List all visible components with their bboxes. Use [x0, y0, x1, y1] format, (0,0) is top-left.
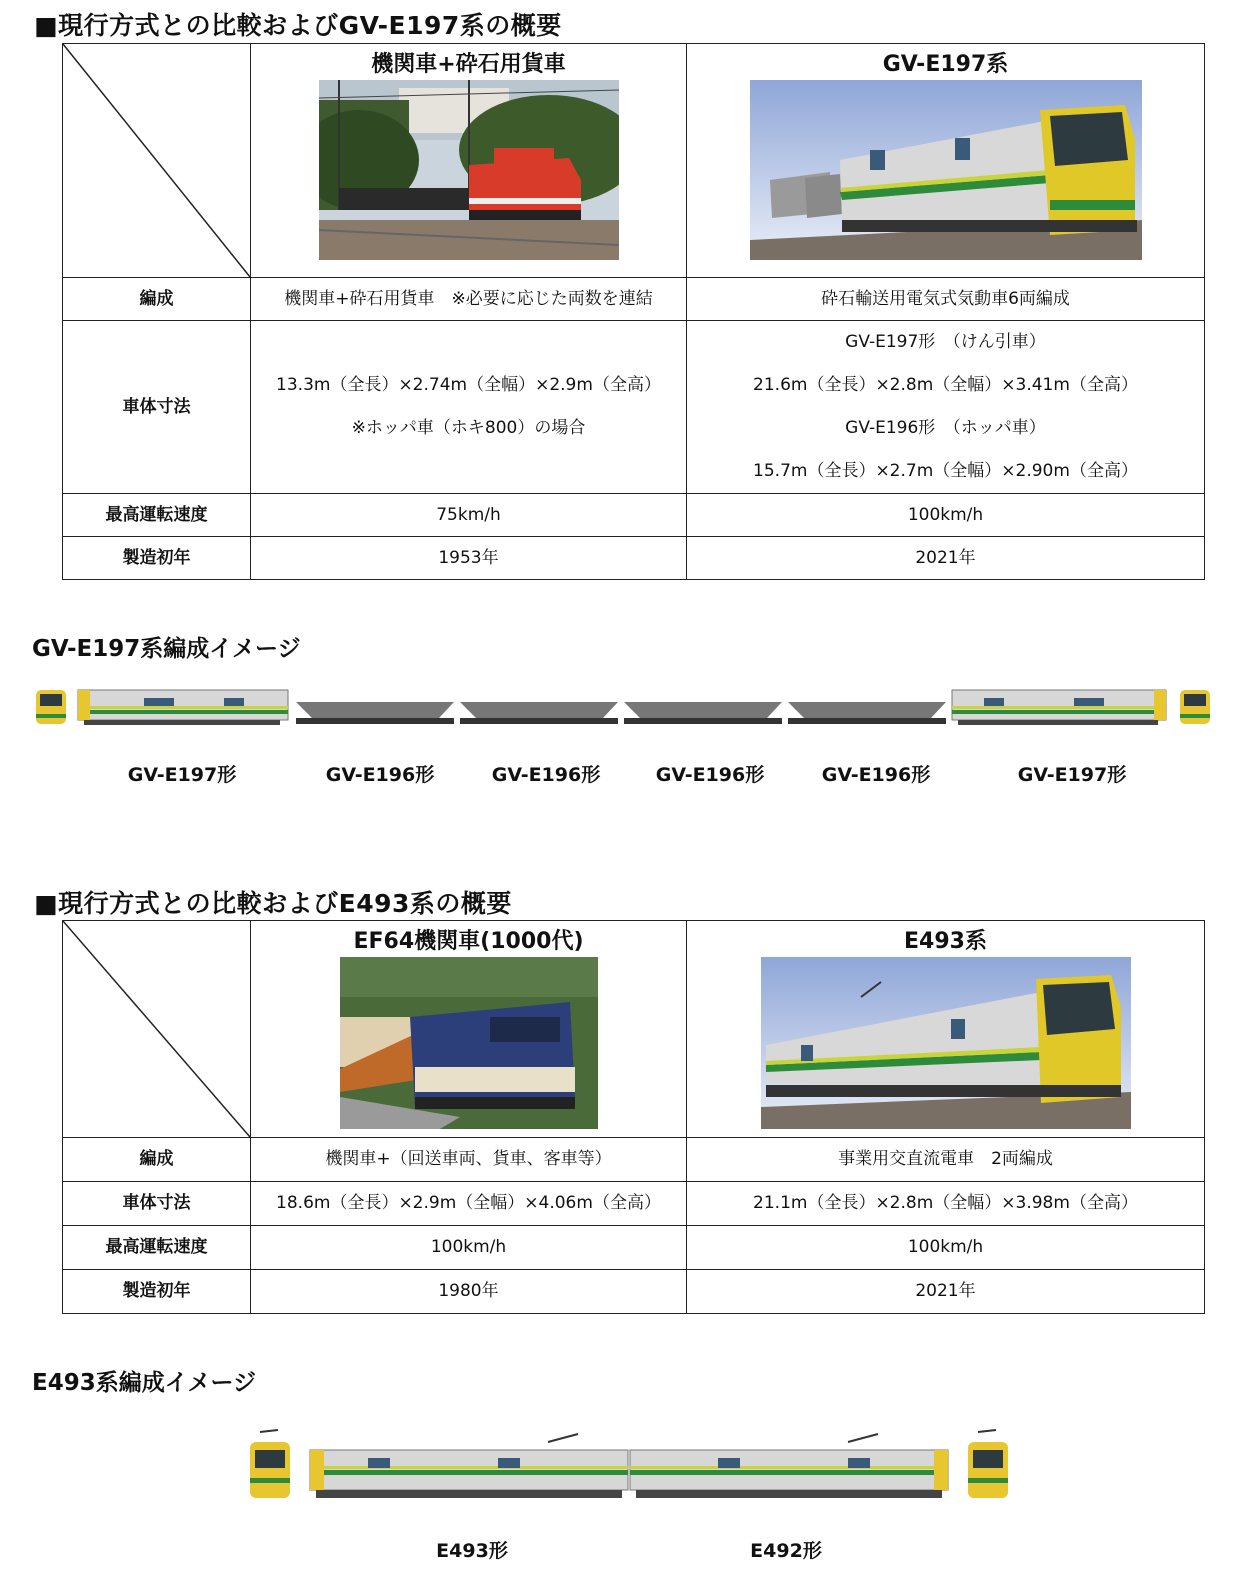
dimension-model-label: GV-E197形 （けん引車）: [845, 332, 1046, 352]
col-header-locomotive-wagons: [251, 44, 687, 278]
dimension-text: 15.7m（全長）×2.7m（全幅）×2.90m（全高）: [753, 461, 1138, 481]
gv-e196-hopper-icon: [296, 702, 946, 724]
locomotive-freight-photo: [319, 80, 619, 260]
cell-year-col1: 1980年: [251, 1270, 687, 1314]
dimension-text: 21.6m（全長）×2.8m（全幅）×3.41m（全高）: [753, 375, 1138, 395]
row-label-first-year: 製造初年: [63, 537, 251, 580]
train-front-right-icon: [1180, 690, 1210, 724]
cell-formation-col2: 事業用交直流電車 2両編成: [687, 1138, 1205, 1182]
col-header-ef64: [251, 921, 687, 1138]
e493-render-image: [761, 957, 1131, 1129]
comparison-table-e493: [62, 920, 1205, 1314]
dimension-note: ※ホッパ車（ホキ800）の場合: [351, 418, 586, 438]
col-title: GV-E197系: [882, 52, 1009, 77]
cell-dimensions-col2: 21.1m（全長）×2.8m（全幅）×3.98m（全高）: [687, 1182, 1205, 1226]
car-label: GV-E197形: [1017, 764, 1127, 786]
cell-speed-col1: 75km/h: [251, 494, 687, 537]
gv-e197-formation-diagram: [34, 684, 1214, 732]
train-front-left-icon: [36, 690, 66, 724]
diagonal-corner-cell: [63, 44, 251, 278]
section2-heading: ■現行方式との比較およびE493系の概要: [34, 889, 512, 918]
cell-speed-col1: 100km/h: [251, 1226, 687, 1270]
formation2-title: E493系編成イメージ: [32, 1370, 257, 1396]
e493-car-icon: [310, 1434, 628, 1498]
cell-year-col2: 2021年: [687, 1270, 1205, 1314]
dimension-text: 13.3m（全長）×2.74m（全幅）×2.9m（全高）: [276, 375, 661, 395]
row-label-max-speed: 最高運転速度: [63, 1226, 251, 1270]
cell-speed-col2: 100km/h: [687, 494, 1205, 537]
comparison-table-gv-e197: [62, 43, 1205, 580]
gv-e197-render-image: [750, 80, 1142, 260]
car-label: GV-E196形: [821, 764, 931, 786]
col-title: E493系: [904, 929, 987, 954]
train-front-right-icon: [968, 1430, 1008, 1498]
cell-year-col2: 2021年: [687, 537, 1205, 580]
car-label: E492形: [750, 1540, 822, 1562]
col-header-gv-e197: [687, 44, 1205, 278]
cell-formation-col1: 機関車+砕石用貨車 ※必要に応じた両数を連結: [251, 278, 687, 321]
e493-formation-diagram: [248, 1428, 1010, 1504]
cell-dimensions-col1: 18.6m（全長）×2.9m（全幅）×4.06m（全高）: [251, 1182, 687, 1226]
row-label-first-year: 製造初年: [63, 1270, 251, 1314]
gv-e197-car-right-icon: [952, 690, 1166, 725]
dimension-model-label: GV-E196形 （ホッパ車）: [845, 418, 1046, 438]
cell-formation-col2: 砕石輸送用電気式気動車6両編成: [687, 278, 1205, 321]
row-label-formation: 編成: [63, 278, 251, 321]
row-label-formation: 編成: [63, 1138, 251, 1182]
car-label: GV-E196形: [655, 764, 765, 786]
gv-e197-car-left-icon: [78, 690, 288, 725]
col-title: EF64機関車(1000代): [353, 929, 584, 954]
cell-formation-col1: 機関車+（回送車両、貨車、客車等）: [251, 1138, 687, 1182]
car-label: E493形: [436, 1540, 508, 1562]
formation1-title: GV-E197系編成イメージ: [32, 636, 301, 662]
cell-year-col1: 1953年: [251, 537, 687, 580]
e492-car-icon: [630, 1434, 948, 1498]
cell-dimensions-col1: [251, 321, 687, 494]
car-label: GV-E197形: [127, 764, 237, 786]
row-label-dimensions: 車体寸法: [63, 1182, 251, 1226]
row-label-max-speed: 最高運転速度: [63, 494, 251, 537]
diagonal-corner-cell: [63, 921, 251, 1138]
cell-speed-col2: 100km/h: [687, 1226, 1205, 1270]
car-label: GV-E196形: [325, 764, 435, 786]
col-header-e493: [687, 921, 1205, 1138]
car-label: GV-E196形: [491, 764, 601, 786]
row-label-dimensions: 車体寸法: [63, 321, 251, 494]
section1-heading: ■現行方式との比較およびGV-E197系の概要: [34, 11, 562, 40]
ef64-locomotive-photo: [340, 957, 598, 1129]
train-front-left-icon: [250, 1430, 290, 1498]
col-title: 機関車+砕石用貨車: [371, 52, 566, 77]
cell-dimensions-col2: [687, 321, 1205, 494]
